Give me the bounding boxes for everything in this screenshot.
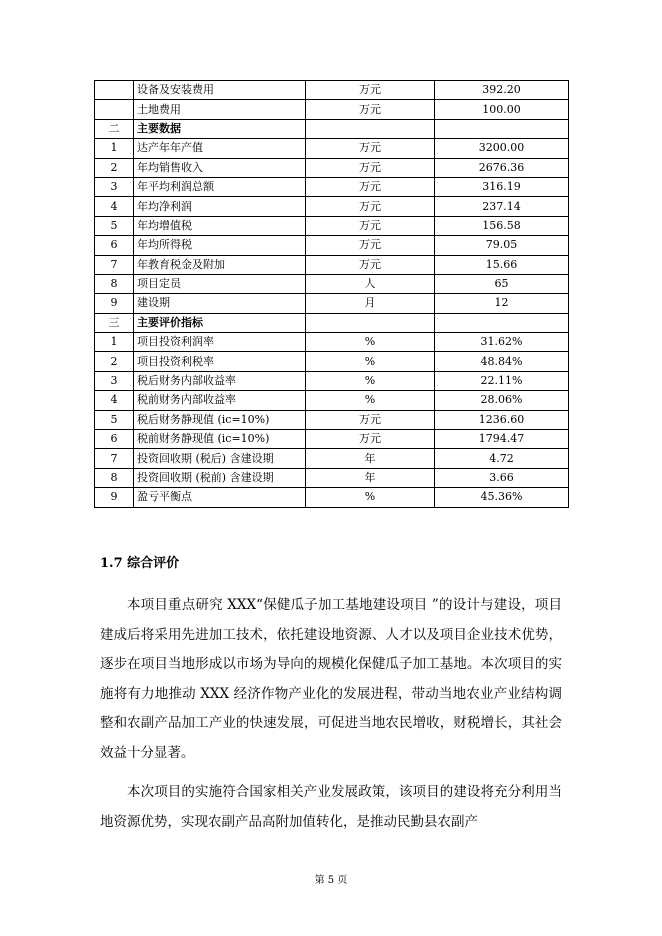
unit-cell: 万元	[306, 430, 435, 449]
row-number-cell: 6	[95, 430, 134, 449]
table-row	[95, 139, 569, 158]
table-row	[95, 81, 569, 100]
value-cell: 22.11%	[435, 371, 569, 390]
row-number-cell: 二	[95, 119, 134, 138]
table-row	[95, 177, 569, 196]
item-name-cell: 建设期	[134, 294, 306, 313]
value-cell: 48.84%	[435, 352, 569, 371]
unit-cell	[306, 119, 435, 138]
section-heading: 1.7 综合评价	[100, 556, 180, 571]
item-name-cell: 税前财务静现值 (ic=10%)	[134, 430, 306, 449]
table-row	[95, 468, 569, 487]
item-name-cell: 税后财务静现值 (ic=10%)	[134, 410, 306, 429]
table-section-row	[95, 313, 569, 332]
value-cell: 100.00	[435, 100, 569, 119]
table-row	[95, 352, 569, 371]
row-number-cell: 5	[95, 410, 134, 429]
value-cell: 4.72	[435, 449, 569, 468]
value-cell: 45.36%	[435, 488, 569, 507]
unit-cell: %	[306, 333, 435, 352]
row-number-cell: 1	[95, 139, 134, 158]
table-row	[95, 255, 569, 274]
unit-cell: 年	[306, 449, 435, 468]
row-number-cell	[95, 100, 134, 119]
item-name-cell: 年平均利润总额	[134, 177, 306, 196]
row-number-cell: 5	[95, 216, 134, 235]
table-row	[95, 294, 569, 313]
row-number-cell: 7	[95, 449, 134, 468]
unit-cell: 万元	[306, 100, 435, 119]
item-name-cell: 盈亏平衡点	[134, 488, 306, 507]
unit-cell: 万元	[306, 81, 435, 100]
unit-cell: 月	[306, 294, 435, 313]
row-number-cell: 4	[95, 391, 134, 410]
value-cell: 156.58	[435, 216, 569, 235]
table-row	[95, 488, 569, 507]
table-row	[95, 158, 569, 177]
value-cell: 65	[435, 274, 569, 293]
item-name-cell: 税后财务内部收益率	[134, 371, 306, 390]
table-row	[95, 410, 569, 429]
item-name-cell: 投资回收期 (税后) 含建设期	[134, 449, 306, 468]
unit-cell: 万元	[306, 216, 435, 235]
item-name-cell: 设备及安装费用	[134, 81, 306, 100]
row-number-cell: 2	[95, 352, 134, 371]
table-row	[95, 216, 569, 235]
value-cell: 28.06%	[435, 391, 569, 410]
row-number-cell: 6	[95, 236, 134, 255]
table-row	[95, 371, 569, 390]
item-name-cell: 项目定员	[134, 274, 306, 293]
paragraph-2: 本次项目的实施符合国家相关产业发展政策，该项目的建设将充分利用当地资源优势，实现农副产品高附加值转化，是推动民勤县农副产	[100, 784, 562, 830]
value-cell: 392.20	[435, 81, 569, 100]
row-number-cell: 3	[95, 371, 134, 390]
table-row	[95, 430, 569, 449]
unit-cell: %	[306, 352, 435, 371]
paragraph-1: 本项目重点研究 XXX“保健瓜子加工基地建设项目 ”的设计与建设，项目建成后将采用先进加工技术，依托建设地资源、人才以及项目企业技术优势，逐步在项目当地形成以市场为导向的规模化保健瓜子加工基地。本次项目的实施将有力地推动 XXX 经济作物产业化的发展进程，带动当地农业产业结构调整和农副产品加工产业的快速发展，可促进当地农民增收，财税增长，其社会效益十分显著。	[100, 597, 562, 761]
item-name-cell: 税前财务内部收益率	[134, 391, 306, 410]
value-cell: 3.66	[435, 468, 569, 487]
table-row	[95, 197, 569, 216]
unit-cell: 万元	[306, 197, 435, 216]
row-number-cell: 9	[95, 294, 134, 313]
item-name-cell: 项目投资利润率	[134, 333, 306, 352]
unit-cell: 万元	[306, 139, 435, 158]
value-cell: 1236.60	[435, 410, 569, 429]
row-number-cell: 2	[95, 158, 134, 177]
item-name-cell: 年均销售收入	[134, 158, 306, 177]
item-name-cell: 达产年年产值	[134, 139, 306, 158]
value-cell: 316.19	[435, 177, 569, 196]
unit-cell: %	[306, 391, 435, 410]
value-cell: 3200.00	[435, 139, 569, 158]
table-row	[95, 236, 569, 255]
item-name-cell: 投资回收期 (税前) 含建设期	[134, 468, 306, 487]
value-cell: 31.62%	[435, 333, 569, 352]
row-number-cell: 3	[95, 177, 134, 196]
value-cell: 2676.36	[435, 158, 569, 177]
unit-cell: 人	[306, 274, 435, 293]
page-number: 第 5 页	[314, 875, 348, 886]
unit-cell: 万元	[306, 236, 435, 255]
value-cell	[435, 119, 569, 138]
item-name-cell: 年均净利润	[134, 197, 306, 216]
table-row	[95, 333, 569, 352]
row-number-cell: 8	[95, 468, 134, 487]
table-section-row	[95, 119, 569, 138]
unit-cell: 万元	[306, 255, 435, 274]
unit-cell	[306, 313, 435, 332]
value-cell: 1794.47	[435, 430, 569, 449]
table-row	[95, 100, 569, 119]
row-number-cell: 4	[95, 197, 134, 216]
item-name-cell: 年教育税金及附加	[134, 255, 306, 274]
unit-cell: 万元	[306, 177, 435, 196]
row-number-cell: 8	[95, 274, 134, 293]
unit-cell: %	[306, 488, 435, 507]
value-cell: 12	[435, 294, 569, 313]
item-name-cell: 土地费用	[134, 100, 306, 119]
indicator-table	[94, 80, 569, 508]
row-number-cell	[95, 81, 134, 100]
table-row	[95, 449, 569, 468]
row-number-cell: 7	[95, 255, 134, 274]
item-name-cell: 主要评价指标	[134, 313, 306, 332]
indicator-table-body	[95, 81, 569, 508]
item-name-cell: 年均增值税	[134, 216, 306, 235]
unit-cell: 年	[306, 468, 435, 487]
value-cell: 79.05	[435, 236, 569, 255]
table-row	[95, 274, 569, 293]
item-name-cell: 主要数据	[134, 119, 306, 138]
item-name-cell: 项目投资利税率	[134, 352, 306, 371]
value-cell: 15.66	[435, 255, 569, 274]
table-row	[95, 391, 569, 410]
unit-cell: %	[306, 371, 435, 390]
unit-cell: 万元	[306, 410, 435, 429]
row-number-cell: 1	[95, 333, 134, 352]
row-number-cell: 9	[95, 488, 134, 507]
value-cell: 237.14	[435, 197, 569, 216]
row-number-cell: 三	[95, 313, 134, 332]
value-cell	[435, 313, 569, 332]
item-name-cell: 年均所得税	[134, 236, 306, 255]
unit-cell: 万元	[306, 158, 435, 177]
